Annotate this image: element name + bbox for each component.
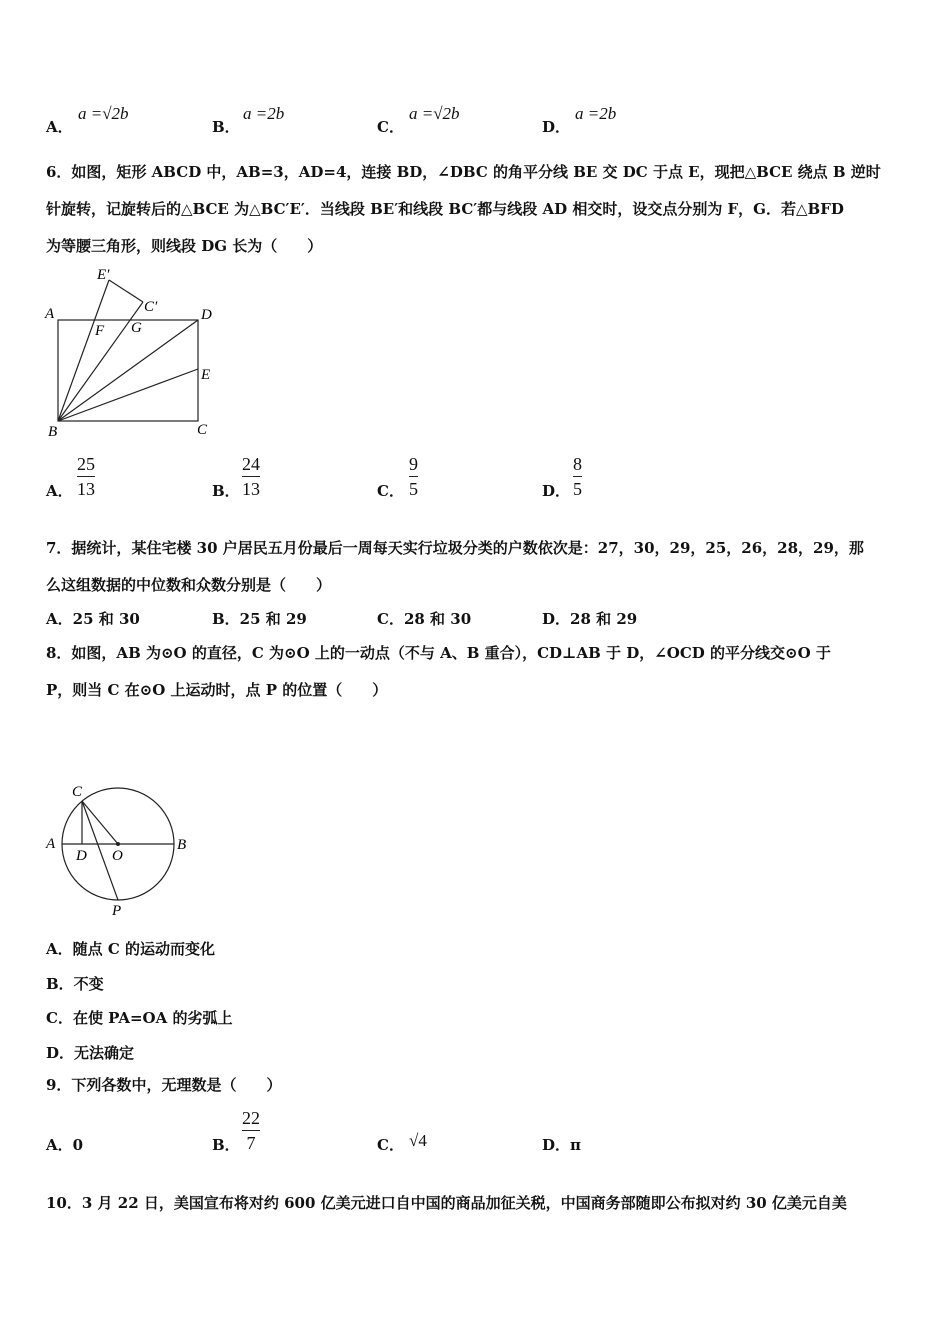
segment-bd bbox=[58, 320, 198, 421]
label-e: E bbox=[201, 367, 211, 383]
q8-figure bbox=[40, 778, 200, 923]
q7-option-b[interactable]: B．25 和 29 bbox=[212, 610, 307, 628]
q9-option-b[interactable]: B． bbox=[212, 1136, 240, 1154]
q7-option-a[interactable]: A．25 和 30 bbox=[46, 610, 140, 628]
label-a: A bbox=[45, 306, 55, 322]
q8-text-line1: 8．如图，AB 为⊙O 的直径，C 为⊙O 上的一动点（不与 A、B 重合），CD⊥AB 于 D，∠OCD 的平分线交⊙O 于 bbox=[46, 644, 831, 662]
q6-option-d-fraction: 8 5 bbox=[573, 454, 582, 499]
q9-text-line1: 9．下列各数中，无理数是（ ） bbox=[46, 1076, 282, 1094]
label-c-prime: C′ bbox=[144, 299, 158, 315]
segment-co bbox=[82, 801, 118, 844]
q5-option-c[interactable]: C． bbox=[377, 118, 404, 136]
q5-option-c-expr: a =√2b bbox=[409, 104, 460, 123]
label-c: C bbox=[72, 784, 83, 800]
q5-option-d[interactable]: D． bbox=[542, 118, 571, 136]
q6-option-b[interactable]: B． bbox=[212, 482, 240, 500]
q6-option-a-fraction: 25 13 bbox=[77, 454, 95, 499]
q6-option-d[interactable]: D． bbox=[542, 482, 571, 500]
q9-option-c[interactable]: C． bbox=[377, 1136, 404, 1154]
label-c: C bbox=[197, 422, 208, 438]
q5-option-b[interactable]: B． bbox=[212, 118, 240, 136]
q7-option-d[interactable]: D．28 和 29 bbox=[542, 610, 638, 628]
q7-text-line1: 7．据统计，某住宅楼 30 户居民五月份最后一周每天实行垃圾分类的户数依次是：27，30，29，25，26，28，29，那 bbox=[46, 539, 864, 557]
label-b: B bbox=[177, 837, 187, 853]
q6-option-a[interactable]: A． bbox=[46, 482, 73, 500]
segment-be-prime bbox=[58, 280, 109, 421]
q6-figure bbox=[40, 262, 230, 442]
label-d: D bbox=[201, 307, 212, 323]
label-p: P bbox=[112, 903, 122, 919]
q5-option-a[interactable]: A． bbox=[46, 118, 73, 136]
q6-option-c[interactable]: C． bbox=[377, 482, 404, 500]
label-o: O bbox=[112, 848, 123, 864]
segment-be bbox=[58, 369, 198, 421]
q5-option-d-expr: a =2b bbox=[575, 104, 617, 123]
q7-option-c[interactable]: C．28 和 30 bbox=[377, 610, 472, 628]
q8-option-a[interactable]: A．随点 C 的运动而变化 bbox=[46, 940, 216, 958]
q6-text-line2: 针旋转，记旋转后的△BCE 为△BC′E′．当线段 BE′和线段 BC′都与线段 AD 相交时，设交点分别为 F，G．若△BFD bbox=[46, 200, 844, 218]
label-g: G bbox=[131, 320, 142, 336]
q6-text-line3: 为等腰三角形，则线段 DG 长为（ ） bbox=[46, 237, 323, 255]
q9-option-b-fraction: 22 7 bbox=[242, 1108, 260, 1153]
q8-text-line2: P，则当 C 在⊙O 上运动时，点 P 的位置（ ） bbox=[46, 681, 388, 699]
q6-option-c-fraction: 9 5 bbox=[409, 454, 418, 499]
q9-option-c-expr: √4 bbox=[409, 1131, 427, 1150]
q9-option-a[interactable]: A．0 bbox=[46, 1136, 84, 1154]
label-d: D bbox=[76, 848, 87, 864]
q7-text-line2: 么这组数据的中位数和众数分别是（ ） bbox=[46, 576, 332, 594]
q8-option-d[interactable]: D．无法确定 bbox=[46, 1044, 135, 1062]
label-a: A bbox=[46, 836, 56, 852]
q8-option-b[interactable]: B．不变 bbox=[46, 975, 104, 993]
label-e-prime: E′ bbox=[97, 267, 110, 283]
q8-option-c[interactable]: C．在使 PA=OA 的劣弧上 bbox=[46, 1009, 233, 1027]
q9-option-d[interactable]: D．π bbox=[542, 1136, 581, 1154]
label-f: F bbox=[95, 323, 105, 339]
center-point-o bbox=[116, 842, 120, 846]
segment-e-prime-c-prime bbox=[109, 280, 143, 302]
label-b: B bbox=[48, 424, 58, 440]
q5-option-b-expr: a =2b bbox=[243, 104, 285, 123]
q5-option-a-expr: a =√2b bbox=[78, 104, 129, 123]
q6-text-line1: 6．如图，矩形 ABCD 中，AB=3，AD=4，连接 BD，∠DBC 的角平分线 BE 交 DC 于点 E，现把△BCE 绕点 B 逆时 bbox=[46, 163, 881, 181]
q6-option-b-fraction: 24 13 bbox=[242, 454, 260, 499]
q10-text-line1: 10．3 月 22 日，美国宣布将对约 600 亿美元进口自中国的商品加征关税，中国商务部随即公布拟对约 30 亿美元自美 bbox=[46, 1194, 847, 1212]
